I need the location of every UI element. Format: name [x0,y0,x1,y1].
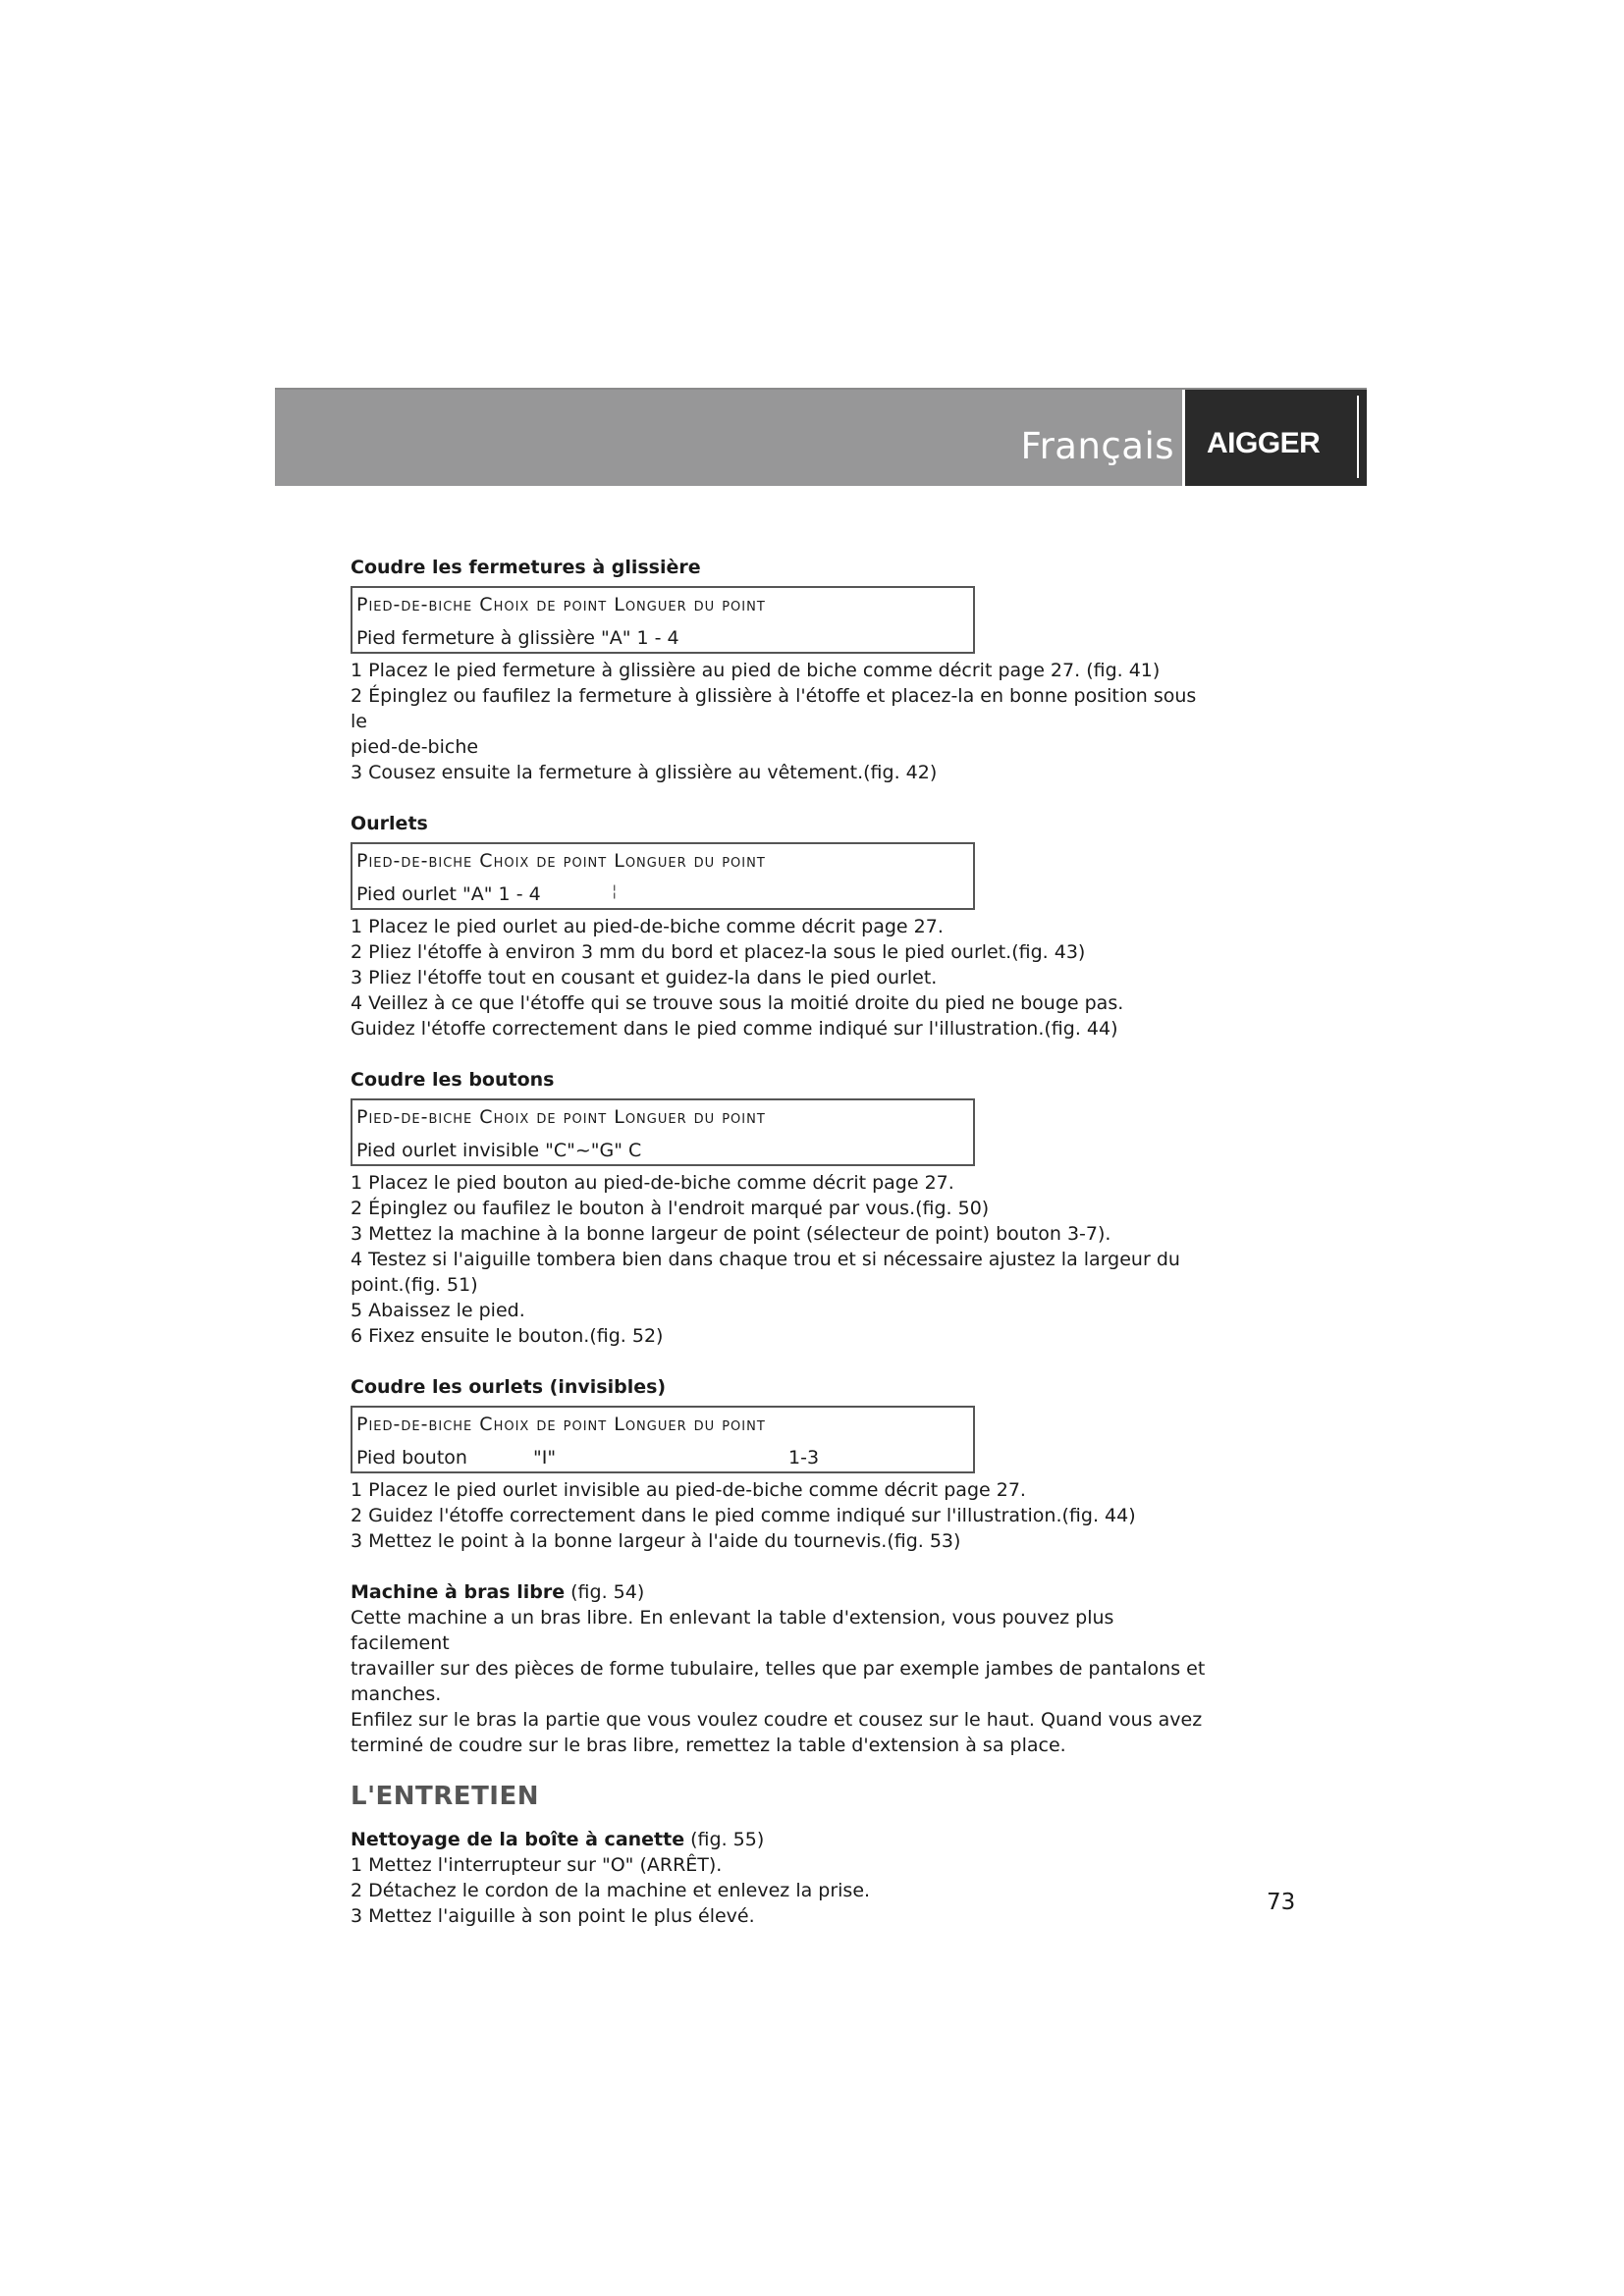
step-item: 1 Placez le pied ourlet au pied-de-biche comme décrit page 27. [351,916,944,937]
section-title [351,1579,1215,1605]
step-list [351,914,1215,1041]
table-row: Pied fermeture à glissière "A" 1 - 4 [356,627,679,649]
step-item: 2 Guidez l'étoffe correctement dans le pied comme indiqué sur l'illustration.(fig. 44) [351,1505,1136,1526]
page-number: 73 [1267,1890,1296,1915]
section-bobbin-cleaning [351,1827,1215,1929]
table-tick-mark: ¦ [612,881,618,900]
section-invisible-hems [351,1374,1215,1554]
table-header: Pied-de-biche Choix de point Longuer du point [356,1414,766,1435]
section-title [351,1827,1215,1852]
step-item: 3 Pliez l'étoffe tout en cousant et guidez-la dans le pied ourlet. [351,967,938,988]
step-list [351,658,1215,785]
figure-ref: (fig. 54) [565,1581,645,1603]
page-content [351,555,1215,1954]
step-item: 2 Détachez le cordon de la machine et enlevez la prise. [351,1880,871,1901]
section-title: Coudre les boutons [351,1069,555,1091]
settings-table [351,586,975,654]
step-item: 2 Pliez l'étoffe à environ 3 mm du bord et placez-la sous le pied ourlet.(fig. 43) [351,941,1086,963]
brand-divider [1357,396,1359,478]
section-title: Ourlets [351,813,428,834]
settings-table [351,1098,975,1166]
section-hems [351,811,1215,1041]
paragraph-line: manches. [351,1683,442,1705]
step-item: 6 Fixez ensuite le bouton.(fig. 52) [351,1325,664,1347]
step-list [351,1170,1215,1349]
step-item: 2 Épinglez ou faufilez le bouton à l'endroit marqué par vous.(fig. 50) [351,1198,990,1219]
section-zipper [351,555,1215,785]
language-label: Français [1020,425,1174,467]
section-free-arm [351,1579,1215,1758]
section-buttons [351,1067,1215,1349]
step-item: 3 Mettez l'aiguille à son point le plus élevé. [351,1905,755,1927]
paragraph-line: terminé de coudre sur le bras libre, remettez la table d'extension à sa place. [351,1735,1066,1756]
table-row: Pied ourlet "A" 1 - 4 [356,883,541,905]
step-list [351,1852,1215,1929]
section-title-text: Machine à bras libre [351,1581,566,1603]
step-item: 4 Testez si l'aiguille tombera bien dans chaque trou et si nécessaire ajustez la largeur du [351,1249,1180,1270]
step-item: 4 Veillez à ce que l'étoffe qui se trouve sous la moitié droite du pied ne bouge pas. [351,992,1124,1014]
figure-ref: (fig. 55) [684,1829,765,1850]
step-item-continued: Guidez l'étoffe correctement dans le pied comme indiqué sur l'illustration.(fig. 44) [351,1018,1118,1040]
table-row: Pied ourlet invisible "C"~"G" C [356,1140,642,1161]
step-item: 1 Placez le pied fermeture à glissière au pied de biche comme décrit page 27. (fig. 41) [351,660,1161,681]
section-title: Coudre les ourlets (invisibles) [351,1376,667,1398]
step-item: 2 Épinglez ou faufilez la fermeture à glissière à l'étoffe et placez-la en bonne position sous le [351,685,1197,732]
table-header: Pied-de-biche Choix de point Longuer du point [356,850,766,872]
table-header: Pied-de-biche Choix de point Longuer du point [356,1106,766,1128]
step-item-continued: pied-de-biche [351,736,479,758]
step-item: 1 Placez le pied bouton au pied-de-biche comme décrit page 27. [351,1172,954,1194]
brand-logo [1182,390,1367,486]
settings-table [351,842,975,910]
table-cell-stitch: "I" [533,1447,557,1468]
paragraph-line: Cette machine a un bras libre. En enlevant la table d'extension, vous pouvez plus facilement [351,1607,1114,1654]
table-header: Pied-de-biche Choix de point Longuer du point [356,594,766,615]
page-header [275,388,1367,486]
section-title-text: Nettoyage de la boîte à canette [351,1829,685,1850]
step-item: 3 Cousez ensuite la fermeture à glissière au vêtement.(fig. 42) [351,762,938,783]
step-item: 1 Mettez l'interrupteur sur "O" (ARRÊT). [351,1854,723,1876]
step-item: 3 Mettez la machine à la bonne largeur de point (sélecteur de point) bouton 3-7). [351,1223,1111,1245]
paragraph-line: Enfilez sur le bras la partie que vous voulez coudre et cousez sur le haut. Quand vous avez [351,1709,1203,1731]
chapter-heading: L'ENTRETIEN [351,1782,539,1811]
brand-name: AIGGER [1207,427,1321,459]
step-item: 1 Placez le pied ourlet invisible au pied-de-biche comme décrit page 27. [351,1479,1026,1501]
step-item-continued: point.(fig. 51) [351,1274,478,1296]
table-cell-foot: Pied bouton [356,1447,467,1468]
settings-table [351,1406,975,1473]
section-title: Coudre les fermetures à glissière [351,557,701,578]
paragraph-line: travailler sur des pièces de forme tubulaire, telles que par exemple jambes de pantalons et [351,1658,1206,1680]
table-cell-length: 1-3 [788,1447,820,1468]
step-list [351,1477,1215,1554]
step-item: 5 Abaissez le pied. [351,1300,525,1321]
step-item: 3 Mettez le point à la bonne largeur à l'aide du tournevis.(fig. 53) [351,1530,961,1552]
